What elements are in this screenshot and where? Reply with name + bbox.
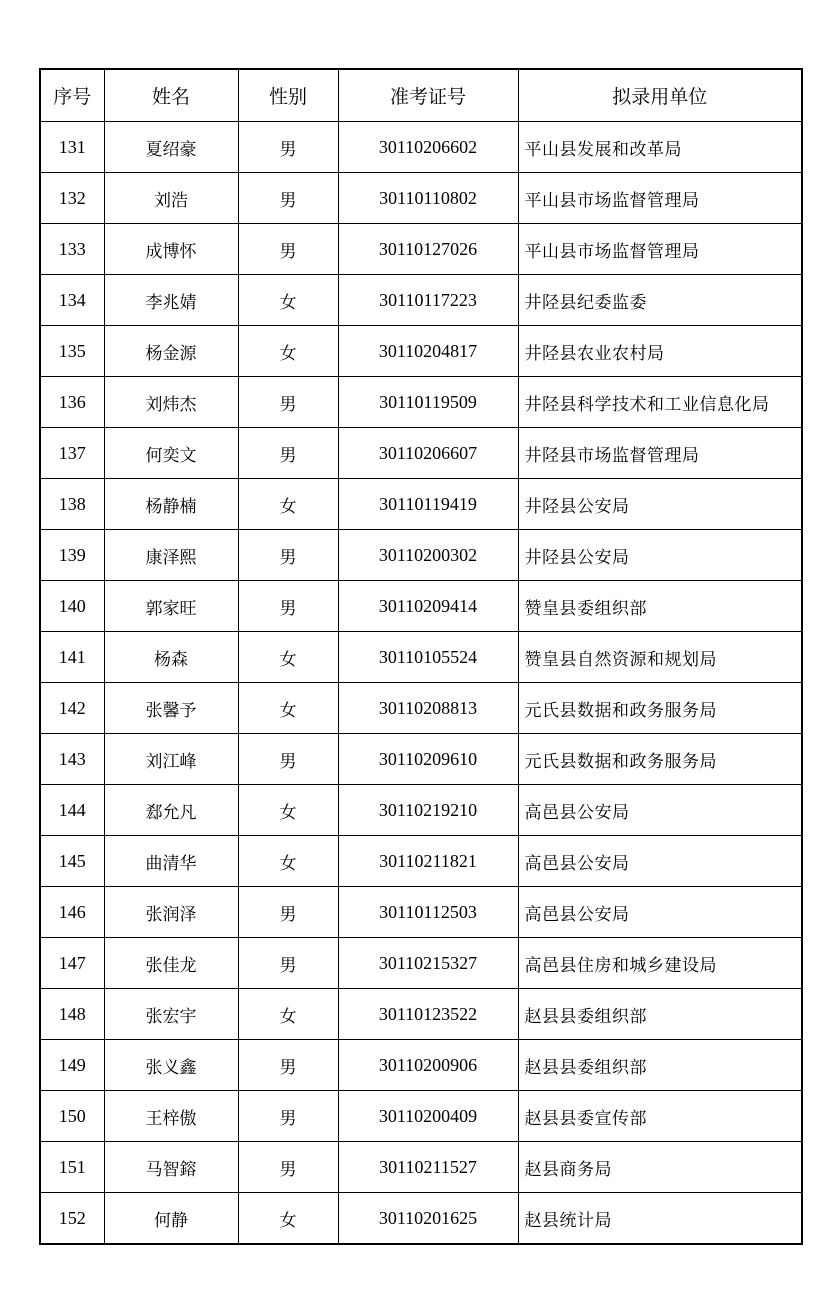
cell-name: 夏绍豪 [104,122,238,173]
table-row [40,1040,802,1091]
cell-hiring-unit: 井陉县农业农村局 [518,326,802,377]
cell-seq: 151 [40,1142,104,1193]
cell-hiring-unit: 井陉县公安局 [518,530,802,581]
cell-seq: 146 [40,887,104,938]
table-row [40,836,802,887]
table-row [40,1142,802,1193]
cell-hiring-unit: 赞皇县自然资源和规划局 [518,632,802,683]
cell-exam-number: 30110201625 [338,1193,518,1245]
cell-hiring-unit: 平山县发展和改革局 [518,122,802,173]
cell-gender: 男 [238,938,338,989]
cell-gender: 女 [238,479,338,530]
cell-hiring-unit: 井陉县公安局 [518,479,802,530]
cell-gender: 男 [238,377,338,428]
cell-gender: 男 [238,122,338,173]
cell-hiring-unit: 平山县市场监督管理局 [518,173,802,224]
cell-exam-number: 30110211821 [338,836,518,887]
cell-exam-number: 30110105524 [338,632,518,683]
cell-seq: 149 [40,1040,104,1091]
cell-name: 杨森 [104,632,238,683]
cell-gender: 女 [238,275,338,326]
cell-hiring-unit: 赵县县委组织部 [518,1040,802,1091]
cell-hiring-unit: 赵县县委宣传部 [518,1091,802,1142]
table-body [40,122,802,1245]
table-row [40,1091,802,1142]
cell-name: 何奕文 [104,428,238,479]
header-hiring-unit: 拟录用单位 [518,69,802,122]
cell-name: 杨金源 [104,326,238,377]
cell-seq: 148 [40,989,104,1040]
cell-seq: 139 [40,530,104,581]
cell-seq: 152 [40,1193,104,1245]
cell-exam-number: 30110209610 [338,734,518,785]
cell-name: 杨静楠 [104,479,238,530]
table-row [40,275,802,326]
table-row [40,734,802,785]
cell-name: 马智鎔 [104,1142,238,1193]
cell-exam-number: 30110112503 [338,887,518,938]
table-row [40,326,802,377]
table-row [40,632,802,683]
table-row [40,938,802,989]
cell-gender: 女 [238,683,338,734]
cell-name: 何静 [104,1193,238,1245]
cell-name: 张润泽 [104,887,238,938]
cell-gender: 男 [238,1040,338,1091]
cell-hiring-unit: 高邑县住房和城乡建设局 [518,938,802,989]
table-row [40,581,802,632]
cell-seq: 143 [40,734,104,785]
table-row [40,683,802,734]
cell-gender: 女 [238,632,338,683]
cell-name: 张馨予 [104,683,238,734]
table-row [40,1193,802,1245]
cell-hiring-unit: 高邑县公安局 [518,887,802,938]
cell-name: 张义鑫 [104,1040,238,1091]
cell-name: 郄允凡 [104,785,238,836]
cell-gender: 男 [238,581,338,632]
cell-exam-number: 30110204817 [338,326,518,377]
cell-hiring-unit: 高邑县公安局 [518,836,802,887]
cell-name: 张佳龙 [104,938,238,989]
header-seq: 序号 [40,69,104,122]
cell-gender: 男 [238,530,338,581]
cell-seq: 144 [40,785,104,836]
cell-name: 康泽熙 [104,530,238,581]
cell-seq: 133 [40,224,104,275]
cell-hiring-unit: 井陉县纪委监委 [518,275,802,326]
header-name: 姓名 [104,69,238,122]
cell-exam-number: 30110200302 [338,530,518,581]
cell-exam-number: 30110200906 [338,1040,518,1091]
cell-gender: 男 [238,734,338,785]
cell-exam-number: 30110209414 [338,581,518,632]
cell-exam-number: 30110119509 [338,377,518,428]
cell-seq: 136 [40,377,104,428]
cell-seq: 132 [40,173,104,224]
cell-name: 王梓傲 [104,1091,238,1142]
admission-roster-table [39,68,803,1245]
table-row [40,530,802,581]
cell-hiring-unit: 平山县市场监督管理局 [518,224,802,275]
cell-name: 刘浩 [104,173,238,224]
cell-hiring-unit: 井陉县科学技术和工业信息化局 [518,377,802,428]
cell-gender: 男 [238,428,338,479]
cell-name: 曲清华 [104,836,238,887]
cell-seq: 138 [40,479,104,530]
cell-seq: 137 [40,428,104,479]
cell-name: 刘炜杰 [104,377,238,428]
cell-gender: 男 [238,1142,338,1193]
cell-hiring-unit: 元氏县数据和政务服务局 [518,734,802,785]
cell-exam-number: 30110127026 [338,224,518,275]
cell-gender: 男 [238,1091,338,1142]
cell-name: 刘江峰 [104,734,238,785]
cell-gender: 男 [238,887,338,938]
cell-exam-number: 30110215327 [338,938,518,989]
cell-gender: 女 [238,836,338,887]
cell-exam-number: 30110206607 [338,428,518,479]
cell-exam-number: 30110119419 [338,479,518,530]
cell-exam-number: 30110206602 [338,122,518,173]
cell-name: 张宏宇 [104,989,238,1040]
cell-hiring-unit: 赵县县委组织部 [518,989,802,1040]
cell-seq: 140 [40,581,104,632]
table-row [40,224,802,275]
cell-gender: 女 [238,326,338,377]
cell-gender: 女 [238,989,338,1040]
cell-seq: 150 [40,1091,104,1142]
table-row [40,989,802,1040]
cell-seq: 135 [40,326,104,377]
cell-exam-number: 30110219210 [338,785,518,836]
cell-seq: 142 [40,683,104,734]
table-header-row [40,69,802,122]
cell-seq: 131 [40,122,104,173]
cell-hiring-unit: 高邑县公安局 [518,785,802,836]
cell-name: 郭家旺 [104,581,238,632]
cell-exam-number: 30110117223 [338,275,518,326]
header-exam-number: 准考证号 [338,69,518,122]
cell-gender: 男 [238,224,338,275]
table-row [40,122,802,173]
cell-gender: 女 [238,785,338,836]
cell-hiring-unit: 元氏县数据和政务服务局 [518,683,802,734]
cell-exam-number: 30110211527 [338,1142,518,1193]
cell-gender: 男 [238,173,338,224]
table-row [40,428,802,479]
cell-exam-number: 30110208813 [338,683,518,734]
cell-seq: 141 [40,632,104,683]
cell-hiring-unit: 井陉县市场监督管理局 [518,428,802,479]
cell-hiring-unit: 赵县统计局 [518,1193,802,1245]
cell-seq: 134 [40,275,104,326]
table-row [40,377,802,428]
cell-exam-number: 30110123522 [338,989,518,1040]
cell-hiring-unit: 赞皇县委组织部 [518,581,802,632]
cell-gender: 女 [238,1193,338,1245]
cell-exam-number: 30110200409 [338,1091,518,1142]
cell-seq: 147 [40,938,104,989]
table-row [40,479,802,530]
table-row [40,887,802,938]
cell-exam-number: 30110110802 [338,173,518,224]
cell-name: 成博怀 [104,224,238,275]
table-row [40,785,802,836]
cell-name: 李兆婧 [104,275,238,326]
table-row [40,173,802,224]
cell-hiring-unit: 赵县商务局 [518,1142,802,1193]
cell-seq: 145 [40,836,104,887]
header-gender: 性别 [238,69,338,122]
